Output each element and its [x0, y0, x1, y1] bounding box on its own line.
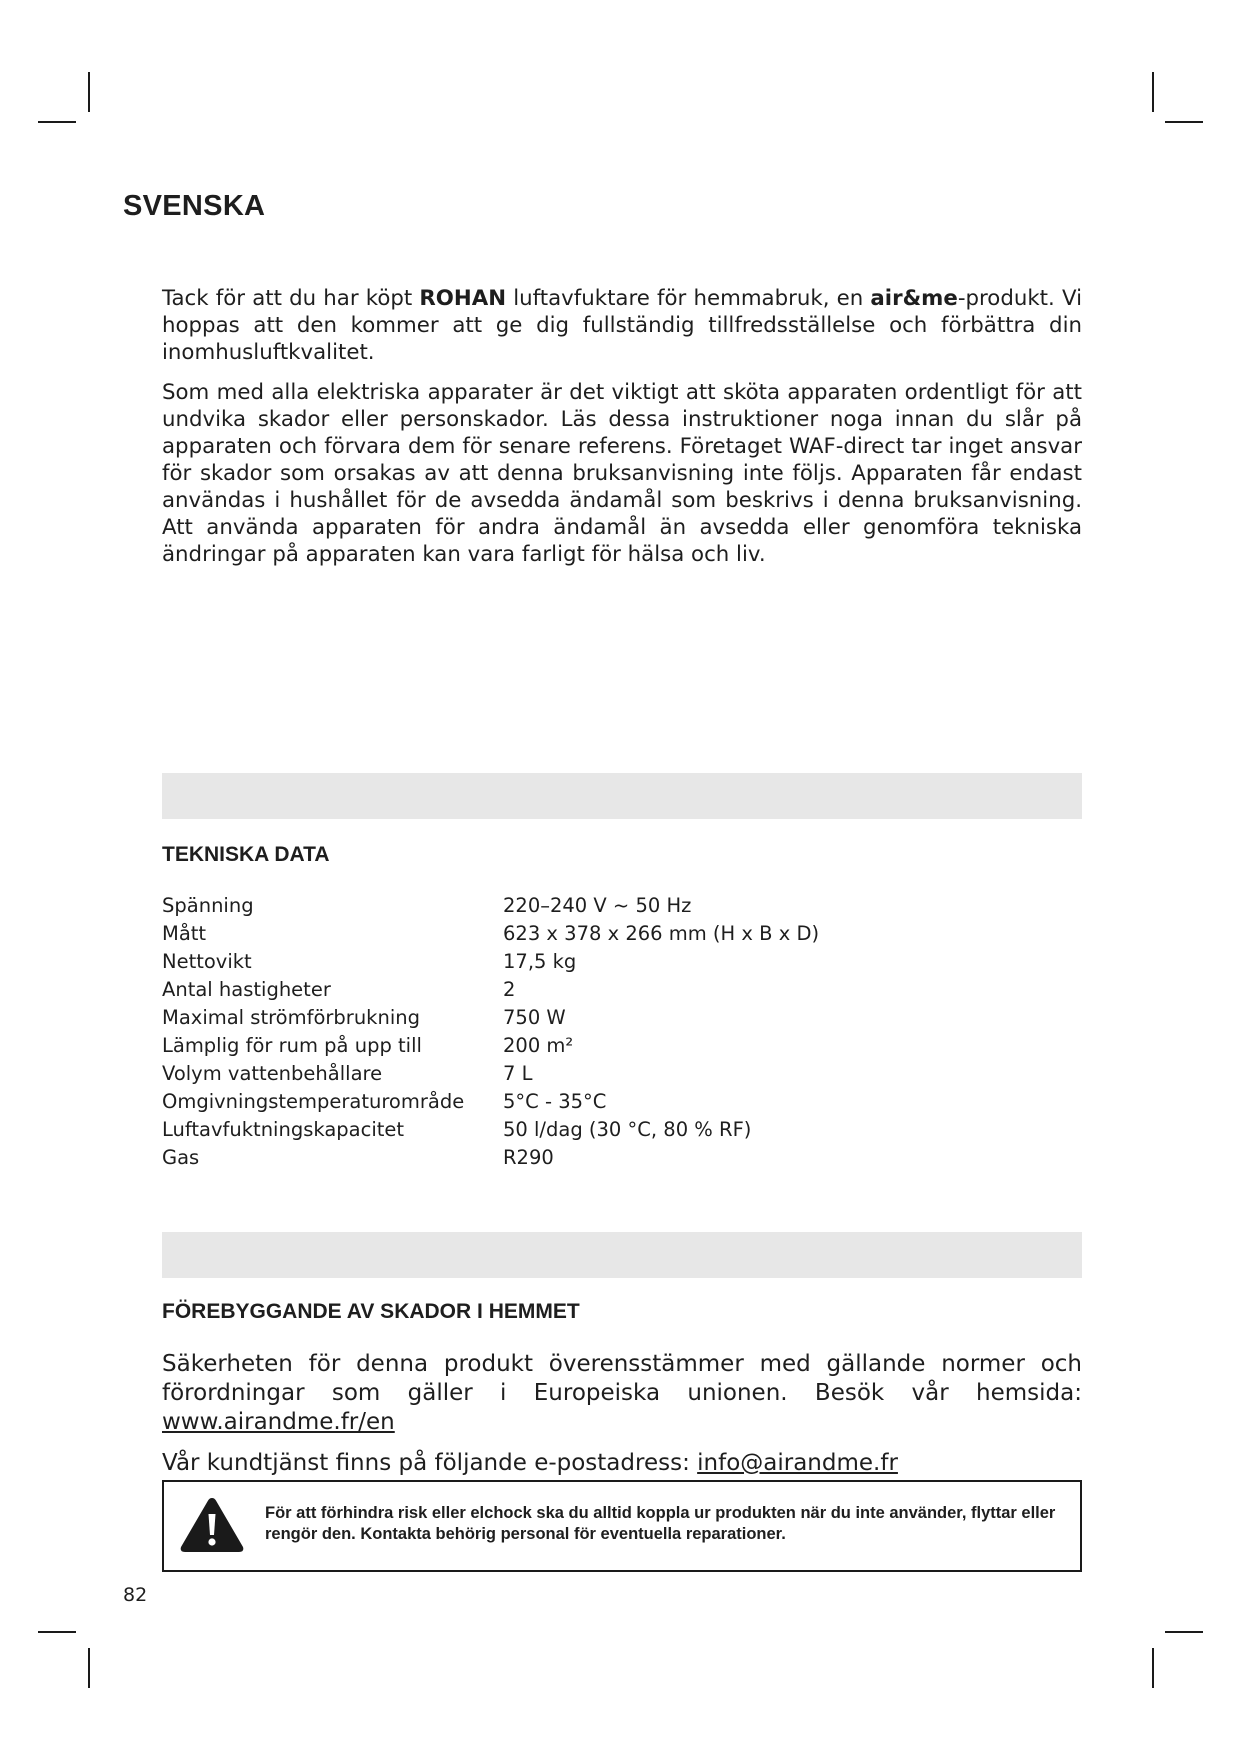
spec-row	[162, 1032, 819, 1060]
intro-paragraph-2: Som med alla elektriska apparater är det viktigt att sköta apparaten ordentligt för att undvika skador eller personskador. Läs dessa instruktioner noga innan du slår på apparaten och förvara dem för senare referens. Företaget WAF-direct tar inget ansvar för skador som orsakas av att denna bruksanvisning inte följs. Apparaten får endast användas i hushållet för de avsedda ändamål som beskrivs i denna bruksanvisning. Att använda apparaten för andra ändamål än avsedda eller genomföra tekniska ändringar på apparaten kan vara farligt för hälsa och liv.	[162, 380, 1082, 567]
spec-row	[162, 892, 819, 920]
spec-row	[162, 920, 819, 948]
page-title: SVENSKA	[123, 190, 266, 222]
website-link[interactable]: www.airandme.fr/en	[162, 1409, 395, 1435]
section-divider-band	[162, 773, 1082, 819]
warning-box	[162, 1480, 1082, 1572]
spec-row	[162, 1116, 819, 1144]
warning-triangle-icon	[178, 1495, 246, 1555]
spec-label: Omgivningstemperaturområde	[162, 1090, 465, 1113]
crop-mark	[1165, 1631, 1203, 1633]
spec-label: Lämplig för rum på upp till	[162, 1034, 422, 1057]
spec-row	[162, 976, 819, 1004]
spec-value: 50 l/dag (30 °C, 80 % RF)	[503, 1118, 752, 1141]
spec-label: Luftavfuktningskapacitet	[162, 1118, 405, 1141]
spec-value: 5°C - 35°C	[503, 1090, 607, 1113]
intro-text	[162, 285, 1082, 581]
crop-mark	[88, 1648, 90, 1688]
spec-label: Maximal strömförbrukning	[162, 1006, 420, 1029]
prevention-text	[162, 1350, 1082, 1490]
spec-value: 750 W	[503, 1006, 566, 1029]
spec-row	[162, 1060, 819, 1088]
spec-label: Spänning	[162, 894, 254, 917]
spec-value: 17,5 kg	[503, 950, 577, 973]
warning-text: För att förhindra risk eller elchock ska du alltid koppla ur produkten när du inte använder, flyttar eller rengör den. Kontakta behörig personal för eventuella reparationer.	[265, 1504, 1056, 1543]
section-divider-band	[162, 1232, 1082, 1278]
tech-data-table	[162, 892, 819, 1172]
tech-data-title: TEKNISKA DATA	[162, 843, 330, 866]
spec-value: 220–240 V ~ 50 Hz	[503, 894, 692, 917]
spec-value: R290	[503, 1146, 554, 1169]
page-number: 82	[123, 1584, 148, 1606]
spec-label: Volym vattenbehållare	[162, 1062, 383, 1085]
prevention-title: FÖREBYGGANDE AV SKADOR I HEMMET	[162, 1300, 580, 1323]
crop-mark	[1152, 1648, 1154, 1688]
spec-value: 200 m²	[503, 1034, 574, 1057]
spec-row	[162, 1144, 819, 1172]
brand-name: ROHAN	[419, 286, 507, 311]
crop-mark	[38, 1631, 76, 1633]
spec-label: Gas	[162, 1146, 200, 1169]
crop-mark	[38, 121, 76, 123]
crop-mark	[1152, 72, 1154, 112]
spec-label: Mått	[162, 922, 207, 945]
email-link[interactable]: info@airandme.fr	[697, 1450, 898, 1476]
company-name: air&me	[870, 286, 958, 311]
spec-label: Antal hastigheter	[162, 978, 331, 1001]
prevention-paragraph-2: Vår kundtjänst finns på följande e-postadress: info@airandme.fr	[162, 1450, 898, 1476]
prevention-paragraph-1: Säkerheten för denna produkt överensstämmer med gällande normer och förordningar som gäller i Europeiska unionen. Besök vår hemsida: www.airandme.fr/en	[162, 1351, 1082, 1435]
spec-row	[162, 1088, 819, 1116]
spec-row	[162, 1004, 819, 1032]
spec-value: 7 L	[503, 1062, 533, 1085]
spec-row	[162, 948, 819, 976]
spec-value: 2	[503, 978, 516, 1001]
spec-value: 623 x 378 x 266 mm (H x B x D)	[503, 922, 820, 945]
spec-label: Nettovikt	[162, 950, 252, 973]
crop-mark	[88, 72, 90, 112]
intro-paragraph-1: Tack för att du har köpt ROHAN luftavfuktare för hemmabruk, en air&me-produkt. Vi hoppas att den kommer att ge dig fullständig tillfredsställelse och förbättra din inomhusluftkvalitet.	[162, 286, 1082, 365]
crop-mark	[1165, 121, 1203, 123]
